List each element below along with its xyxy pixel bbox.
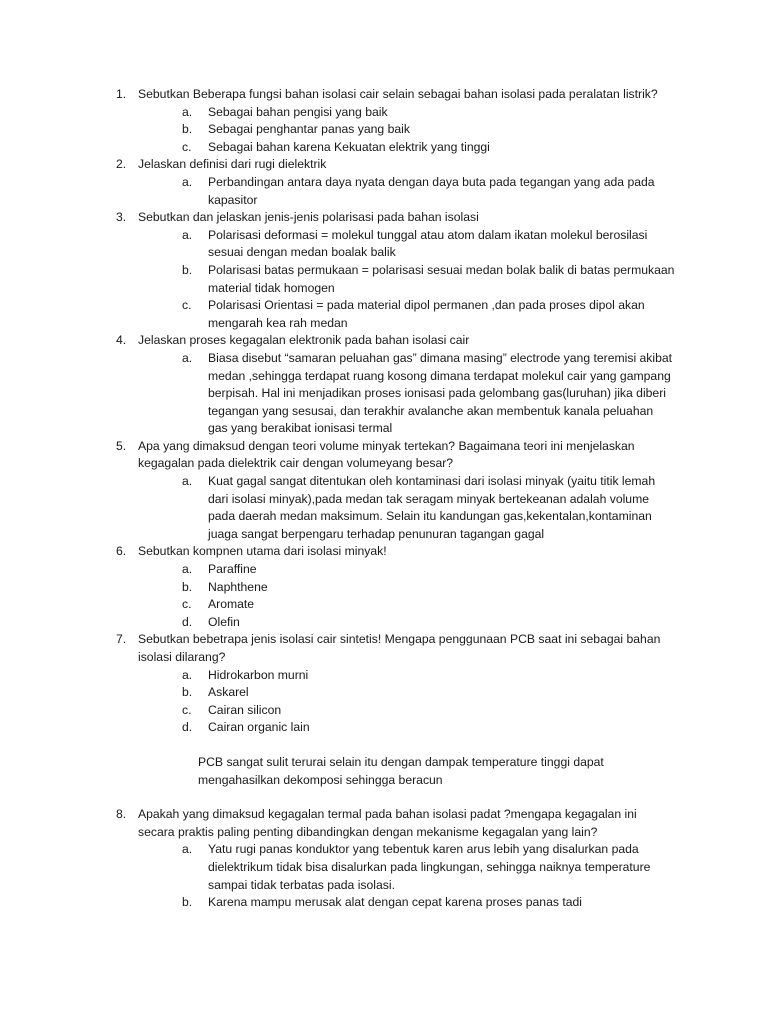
answer-letter: c. <box>182 702 192 717</box>
answer-item <box>138 350 676 438</box>
answer-text: Perbandingan antara daya nyata dengan daya buta pada tegangan yang ada pada kapasitor <box>208 174 655 207</box>
answer-letter: a. <box>182 474 193 489</box>
answer-item <box>138 227 676 262</box>
question-number: 1. <box>116 87 127 101</box>
answer-item <box>138 719 676 737</box>
answer-text: Sebagai bahan pengisi yang baik <box>208 104 388 119</box>
question-text: Apa yang dimaksud dengan teori volume minyak tertekan? Bagaimana teori ini menjelaskan kegagalan pada dielektrik cair dengan volumeyang besar? <box>138 438 635 471</box>
answer-text: Cairan organic lain <box>208 720 310 735</box>
answer-letter: c. <box>182 139 192 154</box>
answer-letter: a. <box>182 227 193 242</box>
question-number: 5. <box>116 438 127 453</box>
answer-text: Kuat gagal sangat ditentukan oleh kontaminasi dari isolasi minyak (yaitu titik lemah dari isolasi minyak),pada medan tak seragam minyak bertekeanan adalah volume pada daerah medan maksimum. Selain itu kandungan gas,kekentalan,kontaminan juaga sangat berpengaru terhadap penunuran tagangan gagal <box>208 474 656 541</box>
answer-text: Aromate <box>208 597 255 612</box>
answer-text: Yatu rugi panas konduktor yang tebentuk karen arus lebih yang disalurkan pada dielektrikum tidak bisa disalurkan pada lingkungan, sehingga naiknya temperature sampai tidak terbatas pada isolasi. <box>208 842 651 892</box>
answer-list <box>138 174 676 209</box>
answer-item <box>138 262 676 297</box>
answer-letter: a. <box>182 104 193 119</box>
question-item <box>116 438 676 544</box>
answer-letter: d. <box>182 614 193 629</box>
answer-item <box>138 702 676 720</box>
answer-item <box>138 614 676 632</box>
answer-item <box>138 297 676 332</box>
answer-list <box>138 473 676 543</box>
question-number: 2. <box>116 157 127 172</box>
answer-text: Hidrokarbon murni <box>208 667 309 682</box>
answer-letter: c. <box>182 597 192 612</box>
answer-letter: a. <box>182 842 193 857</box>
answer-text: Polarisasi Orientasi = pada material dipol permanen ,dan pada proses dipol akan mengarah kea rah medan <box>208 298 645 330</box>
answer-letter: b. <box>182 685 193 700</box>
answer-letter: a. <box>182 350 193 365</box>
answer-letter: a. <box>182 174 193 189</box>
question-number: 3. <box>116 210 127 225</box>
answer-text: Sebagai bahan karena Kekuatan elektrik yang tinggi <box>208 139 490 154</box>
answer-text: Naphthene <box>208 579 268 594</box>
question-item <box>116 209 676 332</box>
answer-letter: b. <box>182 262 193 277</box>
answer-text: Biasa disebut “samaran peluahan gas” dimana masing” electrode yang teremisi akibat medan ,sehingga terdapat ruang kosong dimana terdapat molekul cair yang gampang berpisah. Hal ini menjadikan proses ionisasi pada gelombang gas(luruhan) jika diberi tegangan yang sesusai, dan terakhir avalanche akan membentuk kanala peluahan gas yang berakibat ionisasi termal <box>208 350 673 436</box>
answer-item <box>138 473 676 543</box>
answer-letter: d. <box>182 720 193 735</box>
answer-text: Askarel <box>208 685 249 700</box>
answer-item <box>138 684 676 702</box>
question-item <box>116 156 676 209</box>
answer-item <box>138 561 676 579</box>
answer-item <box>138 174 676 209</box>
question-text: Jelaskan definisi dari rugi dielektrik <box>138 157 327 172</box>
answer-letter: c. <box>182 298 192 313</box>
question-number: 4. <box>116 333 127 348</box>
answer-item <box>138 104 676 122</box>
question-text: Sebutkan Beberapa fungsi bahan isolasi cair selain sebagai bahan isolasi pada peralatan listrik? <box>138 87 658 101</box>
question-item <box>116 543 676 631</box>
question-item <box>116 332 676 438</box>
answer-text: Karena mampu merusak alat dengan cepat karena proses panas tadi <box>208 895 582 910</box>
answer-text: Cairan silicon <box>208 702 282 717</box>
answer-letter: a. <box>182 667 193 682</box>
answer-item <box>138 139 676 157</box>
answer-list <box>138 104 676 157</box>
answer-item <box>138 121 676 139</box>
question-text: Sebutkan kompnen utama dari isolasi minyak! <box>138 544 387 559</box>
answer-letter: b. <box>182 895 193 910</box>
question-item <box>116 86 676 156</box>
answer-item <box>138 667 676 685</box>
question-text: Jelaskan proses kegagalan elektronik pada bahan isolasi cair <box>138 333 470 348</box>
answer-letter: b. <box>182 122 193 137</box>
question-item <box>116 806 676 912</box>
answer-item <box>138 579 676 597</box>
answer-text: Olefin <box>208 614 240 629</box>
answer-text: Polarisasi batas permukaan = polarisasi sesuai medan bolak balik di batas permukaan material tidak homogen <box>208 262 675 295</box>
answer-list <box>138 561 676 631</box>
answer-text: Paraffine <box>208 562 257 577</box>
answer-list <box>138 350 676 438</box>
answer-item <box>138 841 676 894</box>
question-number: 6. <box>116 544 127 559</box>
question-number: 8. <box>116 807 127 822</box>
question-text: Apakah yang dimaksud kegagalan termal pada bahan isolasi padat ?mengapa kegagalan ini secara praktis paling penting dibandingkan dengan mekanisme kegagalan yang lain? <box>138 807 637 839</box>
answer-list <box>138 667 676 737</box>
answer-text: Polarisasi deformasi = molekul tunggal atau atom dalam ikatan molekul berosilasi sesuai dengan medan boalak balik <box>208 227 648 260</box>
answer-letter: b. <box>182 579 193 594</box>
answer-list <box>138 841 676 911</box>
answer-note: PCB sangat sulit terurai selain itu dengan dampak temperature tinggi dapat mengahasilkan dekomposi sehingga beracun <box>198 754 604 787</box>
question-item <box>116 631 676 789</box>
answer-text: Sebagai penghantar panas yang baik <box>208 122 410 137</box>
answer-letter: a. <box>182 562 193 577</box>
answer-item <box>138 894 676 912</box>
answer-item <box>138 596 676 614</box>
question-text: Sebutkan dan jelaskan jenis-jenis polarisasi pada bahan isolasi <box>138 210 479 225</box>
question-text: Sebutkan bebetrapa jenis isolasi cair sintetis! Mengapa penggunaan PCB saat ini sebagai bahan isolasi dilarang? <box>138 632 661 664</box>
answer-list <box>138 227 676 333</box>
question-list <box>116 86 676 912</box>
question-number: 7. <box>116 632 127 647</box>
